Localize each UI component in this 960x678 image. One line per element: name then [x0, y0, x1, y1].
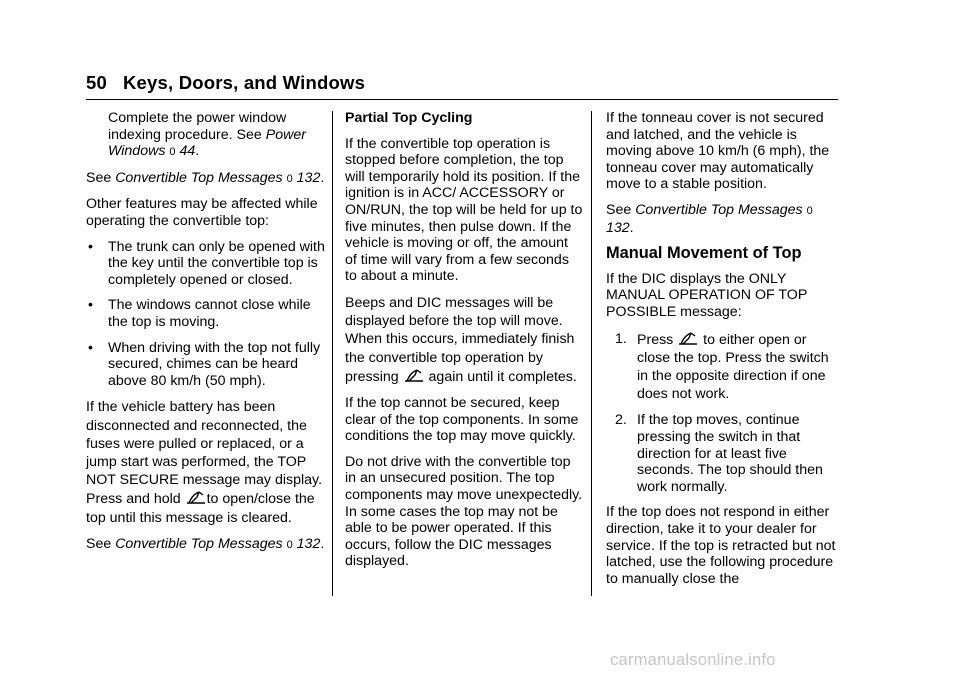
page-ref[interactable]: 132: [296, 535, 321, 552]
page-ref-symbol: 0: [286, 172, 293, 185]
column-divider-2: [591, 111, 592, 596]
paragraph: If the top does not respond in either direction, take it to your dealer for service. If the top is retracted but not latched, use the following procedure to manually close the: [606, 504, 836, 587]
bullet: •: [88, 238, 93, 255]
paragraph: Beeps and DIC messages will be displayed before the top will move. When this occurs, immediately finish the convertible top operation by pressing again until it completes.: [345, 294, 577, 385]
paragraph: Other features may be affected while operating the convertible top:: [86, 196, 318, 229]
page-ref-symbol: 0: [286, 538, 293, 551]
page-ref-symbol: 0: [169, 146, 176, 159]
column-2: [345, 110, 583, 579]
paragraph: If the tonneau cover is not secured and latched, and the vehicle is moving above 10 km/h (6 mph), the tonneau cover may automatically move to a stable position.: [606, 110, 830, 193]
paragraph: If the vehicle battery has been disconnected and reconnected, the fuses were pulled or replaced, or a jump start was performed, the TOP NOT SECURE message may display. Press and hold to open/close the top until this message is cleared.: [86, 399, 323, 526]
column-divider-1: [332, 111, 333, 596]
section-heading: Manual Movement of Top: [606, 244, 802, 263]
column-3: [606, 110, 841, 596]
list-number: 2.: [615, 412, 627, 429]
section-heading: Partial Top Cycling: [345, 110, 473, 126]
column-1: [86, 110, 326, 562]
page-number: 50: [86, 72, 107, 93]
convertible-top-icon: [403, 367, 425, 384]
paragraph: See Convertible Top Messages 0 132.: [606, 201, 813, 236]
paragraph: Complete the power window indexing procedure. See Power Windows 0 44.: [108, 110, 306, 160]
bullet: •: [88, 297, 93, 314]
link-convertible-top-messages[interactable]: Convertible Top Messages: [635, 201, 803, 218]
page-title: Keys, Doors, and Windows: [122, 72, 366, 93]
page-ref[interactable]: 44: [179, 143, 196, 160]
bullet: •: [88, 339, 93, 356]
convertible-top-icon: [185, 489, 207, 506]
header-rule: [86, 99, 838, 100]
page-header: [86, 72, 365, 94]
paragraph: Do not drive with the convertible top in an unsecured position. The top components may move unexpectedly. In some cases the top may not be able to be power operated. If this occurs, follow the DIC messages displayed.: [345, 453, 583, 570]
paragraph: If the DIC displays the ONLY MANUAL OPERATION OF TOP POSSIBLE message:: [606, 270, 808, 320]
watermark: carmanualsonline.info: [610, 650, 776, 669]
paragraph: See Convertible Top Messages 0 132.: [86, 169, 325, 186]
paragraph: If the convertible top operation is stopped before completion, the top will temporarily hold its position. If the ignition is in ACC/ ACCESSORY or ON/RUN, the top will be held for up to five minutes, then pulse down. If the vehicle is moving or off, the amount of time will vary from a few seconds to about a minute.: [345, 135, 583, 285]
paragraph: If the top cannot be secured, keep clear of the top components. In some conditions the top may move quickly.: [345, 394, 579, 445]
paragraph: See Convertible Top Messages 0 132.: [86, 535, 325, 552]
convertible-top-icon: [677, 330, 699, 347]
page-ref[interactable]: 132: [296, 169, 321, 186]
link-convertible-top-messages[interactable]: Convertible Top Messages: [115, 535, 283, 552]
list-item: • When driving with the top not fully secured, chimes can be heard above 80 km/h (50 mph).: [88, 339, 321, 389]
list-item: 1. Press to either open or close the top. Press the switch in the opposite direction if one does not work.: [615, 330, 829, 403]
list-item: • The trunk can only be opened with the key until the convertible top is completely opened or closed.: [88, 238, 325, 288]
page-ref-symbol: 0: [806, 204, 813, 217]
list-item: • The windows cannot close while the top is moving.: [88, 297, 311, 330]
link-convertible-top-messages[interactable]: Convertible Top Messages: [115, 169, 283, 186]
link-power-windows[interactable]: Power Windows: [108, 126, 306, 160]
page-ref[interactable]: 132: [606, 219, 630, 236]
list-item: 2. If the top moves, continue pressing the switch in that direction for at least five seconds. The top should then work normally.: [615, 412, 823, 495]
list-number: 1.: [615, 330, 627, 347]
